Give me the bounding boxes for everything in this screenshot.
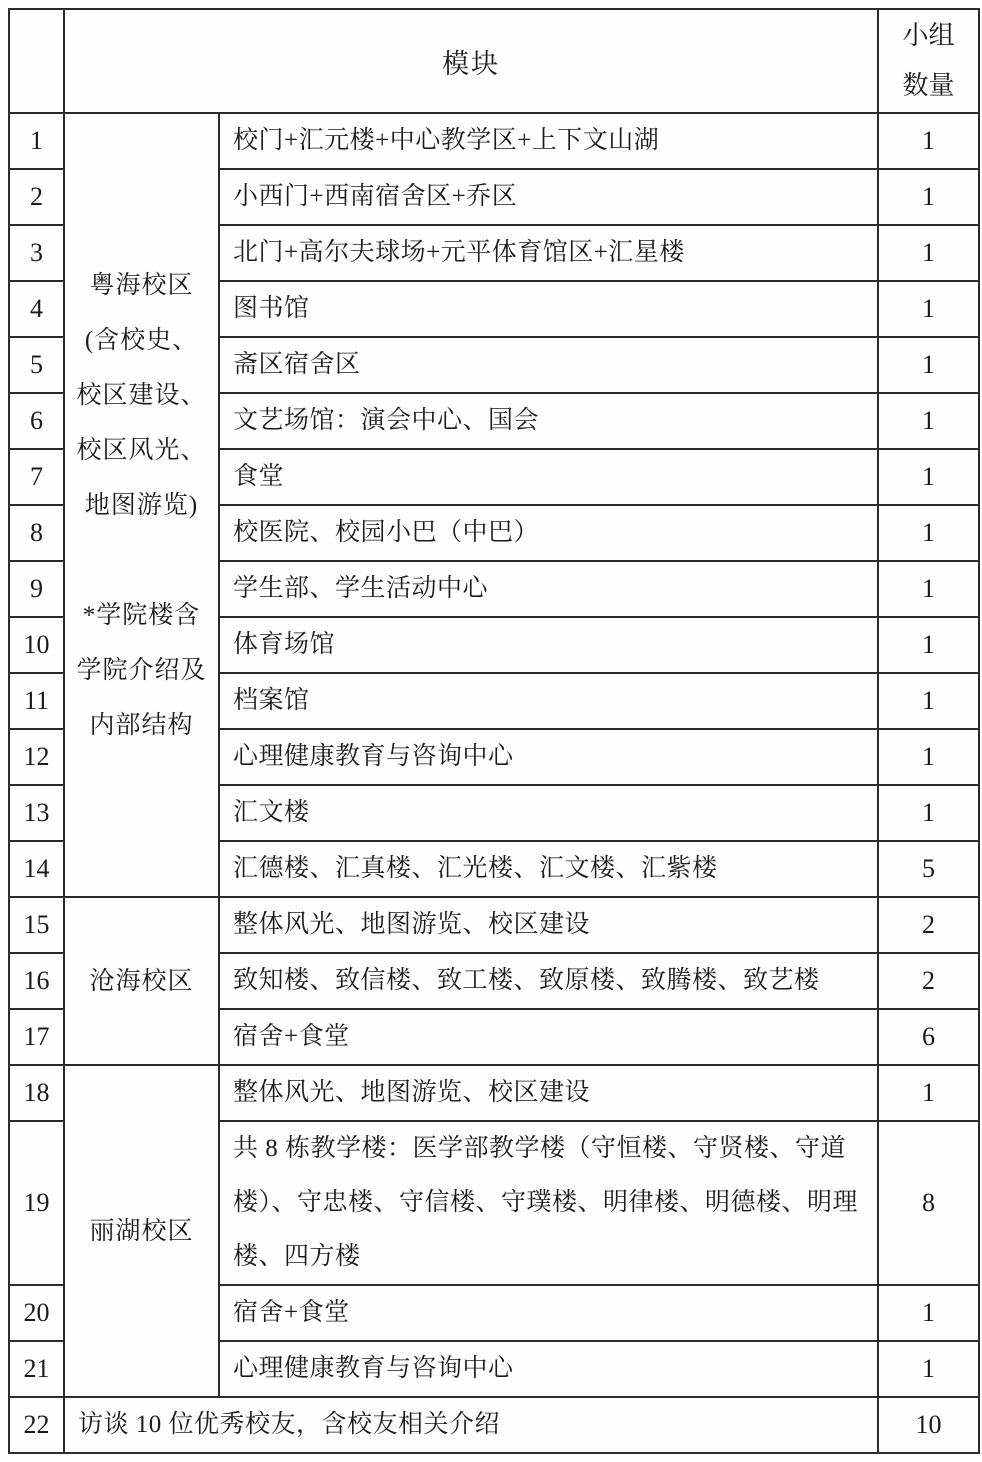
- module-cell: 访谈 10 位优秀校友，含校友相关介绍: [64, 1397, 878, 1453]
- group-count-cell: 8: [878, 1121, 979, 1285]
- campus-group-label-line: 粤海校区: [89, 271, 194, 299]
- scanned-table-page: [8, 8, 980, 1454]
- table-row: [9, 1397, 979, 1453]
- campus-group-label-line: 地图游览): [84, 491, 199, 519]
- modules-table: [8, 8, 980, 1454]
- group-count-cell: 1: [878, 1341, 979, 1397]
- module-cell: 学生部、学生活动中心: [219, 561, 878, 617]
- row-index-cell: 8: [9, 505, 64, 561]
- group-count-cell: 1: [878, 617, 979, 673]
- campus-group-label-line: 校区风光、: [76, 436, 207, 464]
- group-count-cell: 1: [878, 561, 979, 617]
- table-body: [9, 113, 979, 1453]
- campus-group-label-line: *学院楼含: [82, 601, 201, 629]
- module-cell: 北门+高尔夫球场+元平体育馆区+汇星楼: [219, 225, 878, 281]
- row-index-cell: 21: [9, 1341, 64, 1397]
- module-cell: 校医院、校园小巴（中巴）: [219, 505, 878, 561]
- module-cell: 食堂: [219, 449, 878, 505]
- module-column-header: 模块: [64, 9, 878, 113]
- module-cell: 校门+汇元楼+中心教学区+上下文山湖: [219, 113, 878, 169]
- group-count-column-header: [878, 9, 979, 113]
- index-column-header: [9, 9, 64, 113]
- module-cell: 宿舍+食堂: [219, 1009, 878, 1065]
- group-count-cell: 1: [878, 785, 979, 841]
- module-cell: 汇德楼、汇真楼、汇光楼、汇文楼、汇紫楼: [219, 841, 878, 897]
- row-index-cell: 12: [9, 729, 64, 785]
- table-row: [9, 113, 979, 169]
- module-cell: 斋区宿舍区: [219, 337, 878, 393]
- group-count-cell: 1: [878, 225, 979, 281]
- module-cell: 文艺场馆：演会中心、国会: [219, 393, 878, 449]
- row-index-cell: 17: [9, 1009, 64, 1065]
- row-index-cell: 3: [9, 225, 64, 281]
- row-index-cell: 1: [9, 113, 64, 169]
- row-index-cell: 10: [9, 617, 64, 673]
- group-count-cell: 2: [878, 897, 979, 953]
- group-count-cell: 1: [878, 673, 979, 729]
- row-index-cell: 14: [9, 841, 64, 897]
- group-count-header-line2: 数量: [902, 71, 955, 100]
- group-count-cell: 1: [878, 505, 979, 561]
- module-cell: 图书馆: [219, 281, 878, 337]
- campus-group-label-line: 校区建设、: [76, 381, 207, 409]
- group-count-cell: 1: [878, 281, 979, 337]
- group-count-cell: 10: [878, 1397, 979, 1453]
- module-cell: 共 8 栋教学楼：医学部教学楼（守恒楼、守贤楼、守道楼）、守忠楼、守信楼、守璞楼、明律楼、明德楼、明理楼、四方楼: [219, 1121, 878, 1285]
- table-header: [9, 9, 979, 113]
- row-index-cell: 7: [9, 449, 64, 505]
- group-count-cell: 6: [878, 1009, 979, 1065]
- group-count-cell: 2: [878, 953, 979, 1009]
- module-cell: 体育场馆: [219, 617, 878, 673]
- module-cell: 心理健康教育与咨询中心: [219, 1341, 878, 1397]
- campus-group-label-line: [66, 533, 217, 588]
- group-count-cell: 1: [878, 449, 979, 505]
- campus-group-label-line: 学院介绍及: [76, 656, 207, 684]
- row-index-cell: 19: [9, 1121, 64, 1285]
- module-cell: 心理健康教育与咨询中心: [219, 729, 878, 785]
- row-index-cell: 4: [9, 281, 64, 337]
- group-count-cell: 1: [878, 1065, 979, 1121]
- campus-group-cell-canghai-campus: [64, 897, 219, 1065]
- group-count-cell: 1: [878, 169, 979, 225]
- group-count-cell: 1: [878, 1285, 979, 1341]
- module-cell: 整体风光、地图游览、校区建设: [219, 1065, 878, 1121]
- table-row: [9, 897, 979, 953]
- campus-group-label-line: (含校史、: [84, 326, 199, 354]
- campus-group-cell-lihu-campus: [64, 1065, 219, 1397]
- group-count-header-line1: 小组: [902, 21, 955, 50]
- row-index-cell: 11: [9, 673, 64, 729]
- campus-group-label-line: 沧海校区: [89, 967, 194, 995]
- row-index-cell: 16: [9, 953, 64, 1009]
- row-index-cell: 13: [9, 785, 64, 841]
- row-index-cell: 9: [9, 561, 64, 617]
- group-count-cell: 1: [878, 113, 979, 169]
- row-index-cell: 22: [9, 1397, 64, 1453]
- module-cell: 档案馆: [219, 673, 878, 729]
- module-cell: 整体风光、地图游览、校区建设: [219, 897, 878, 953]
- module-cell: 致知楼、致信楼、致工楼、致原楼、致腾楼、致艺楼: [219, 953, 878, 1009]
- row-index-cell: 5: [9, 337, 64, 393]
- campus-group-label-line: 丽湖校区: [89, 1217, 194, 1245]
- module-cell: 宿舍+食堂: [219, 1285, 878, 1341]
- group-count-cell: 5: [878, 841, 979, 897]
- table-row: [9, 1065, 979, 1121]
- row-index-cell: 15: [9, 897, 64, 953]
- row-index-cell: 6: [9, 393, 64, 449]
- row-index-cell: 20: [9, 1285, 64, 1341]
- campus-group-cell-yuehai-campus: [64, 113, 219, 897]
- group-count-cell: 1: [878, 337, 979, 393]
- module-cell: 汇文楼: [219, 785, 878, 841]
- group-count-cell: 1: [878, 729, 979, 785]
- group-count-cell: 1: [878, 393, 979, 449]
- module-cell: 小西门+西南宿舍区+乔区: [219, 169, 878, 225]
- campus-group-label-line: 内部结构: [89, 711, 194, 739]
- header-row: [9, 9, 979, 113]
- row-index-cell: 2: [9, 169, 64, 225]
- row-index-cell: 18: [9, 1065, 64, 1121]
